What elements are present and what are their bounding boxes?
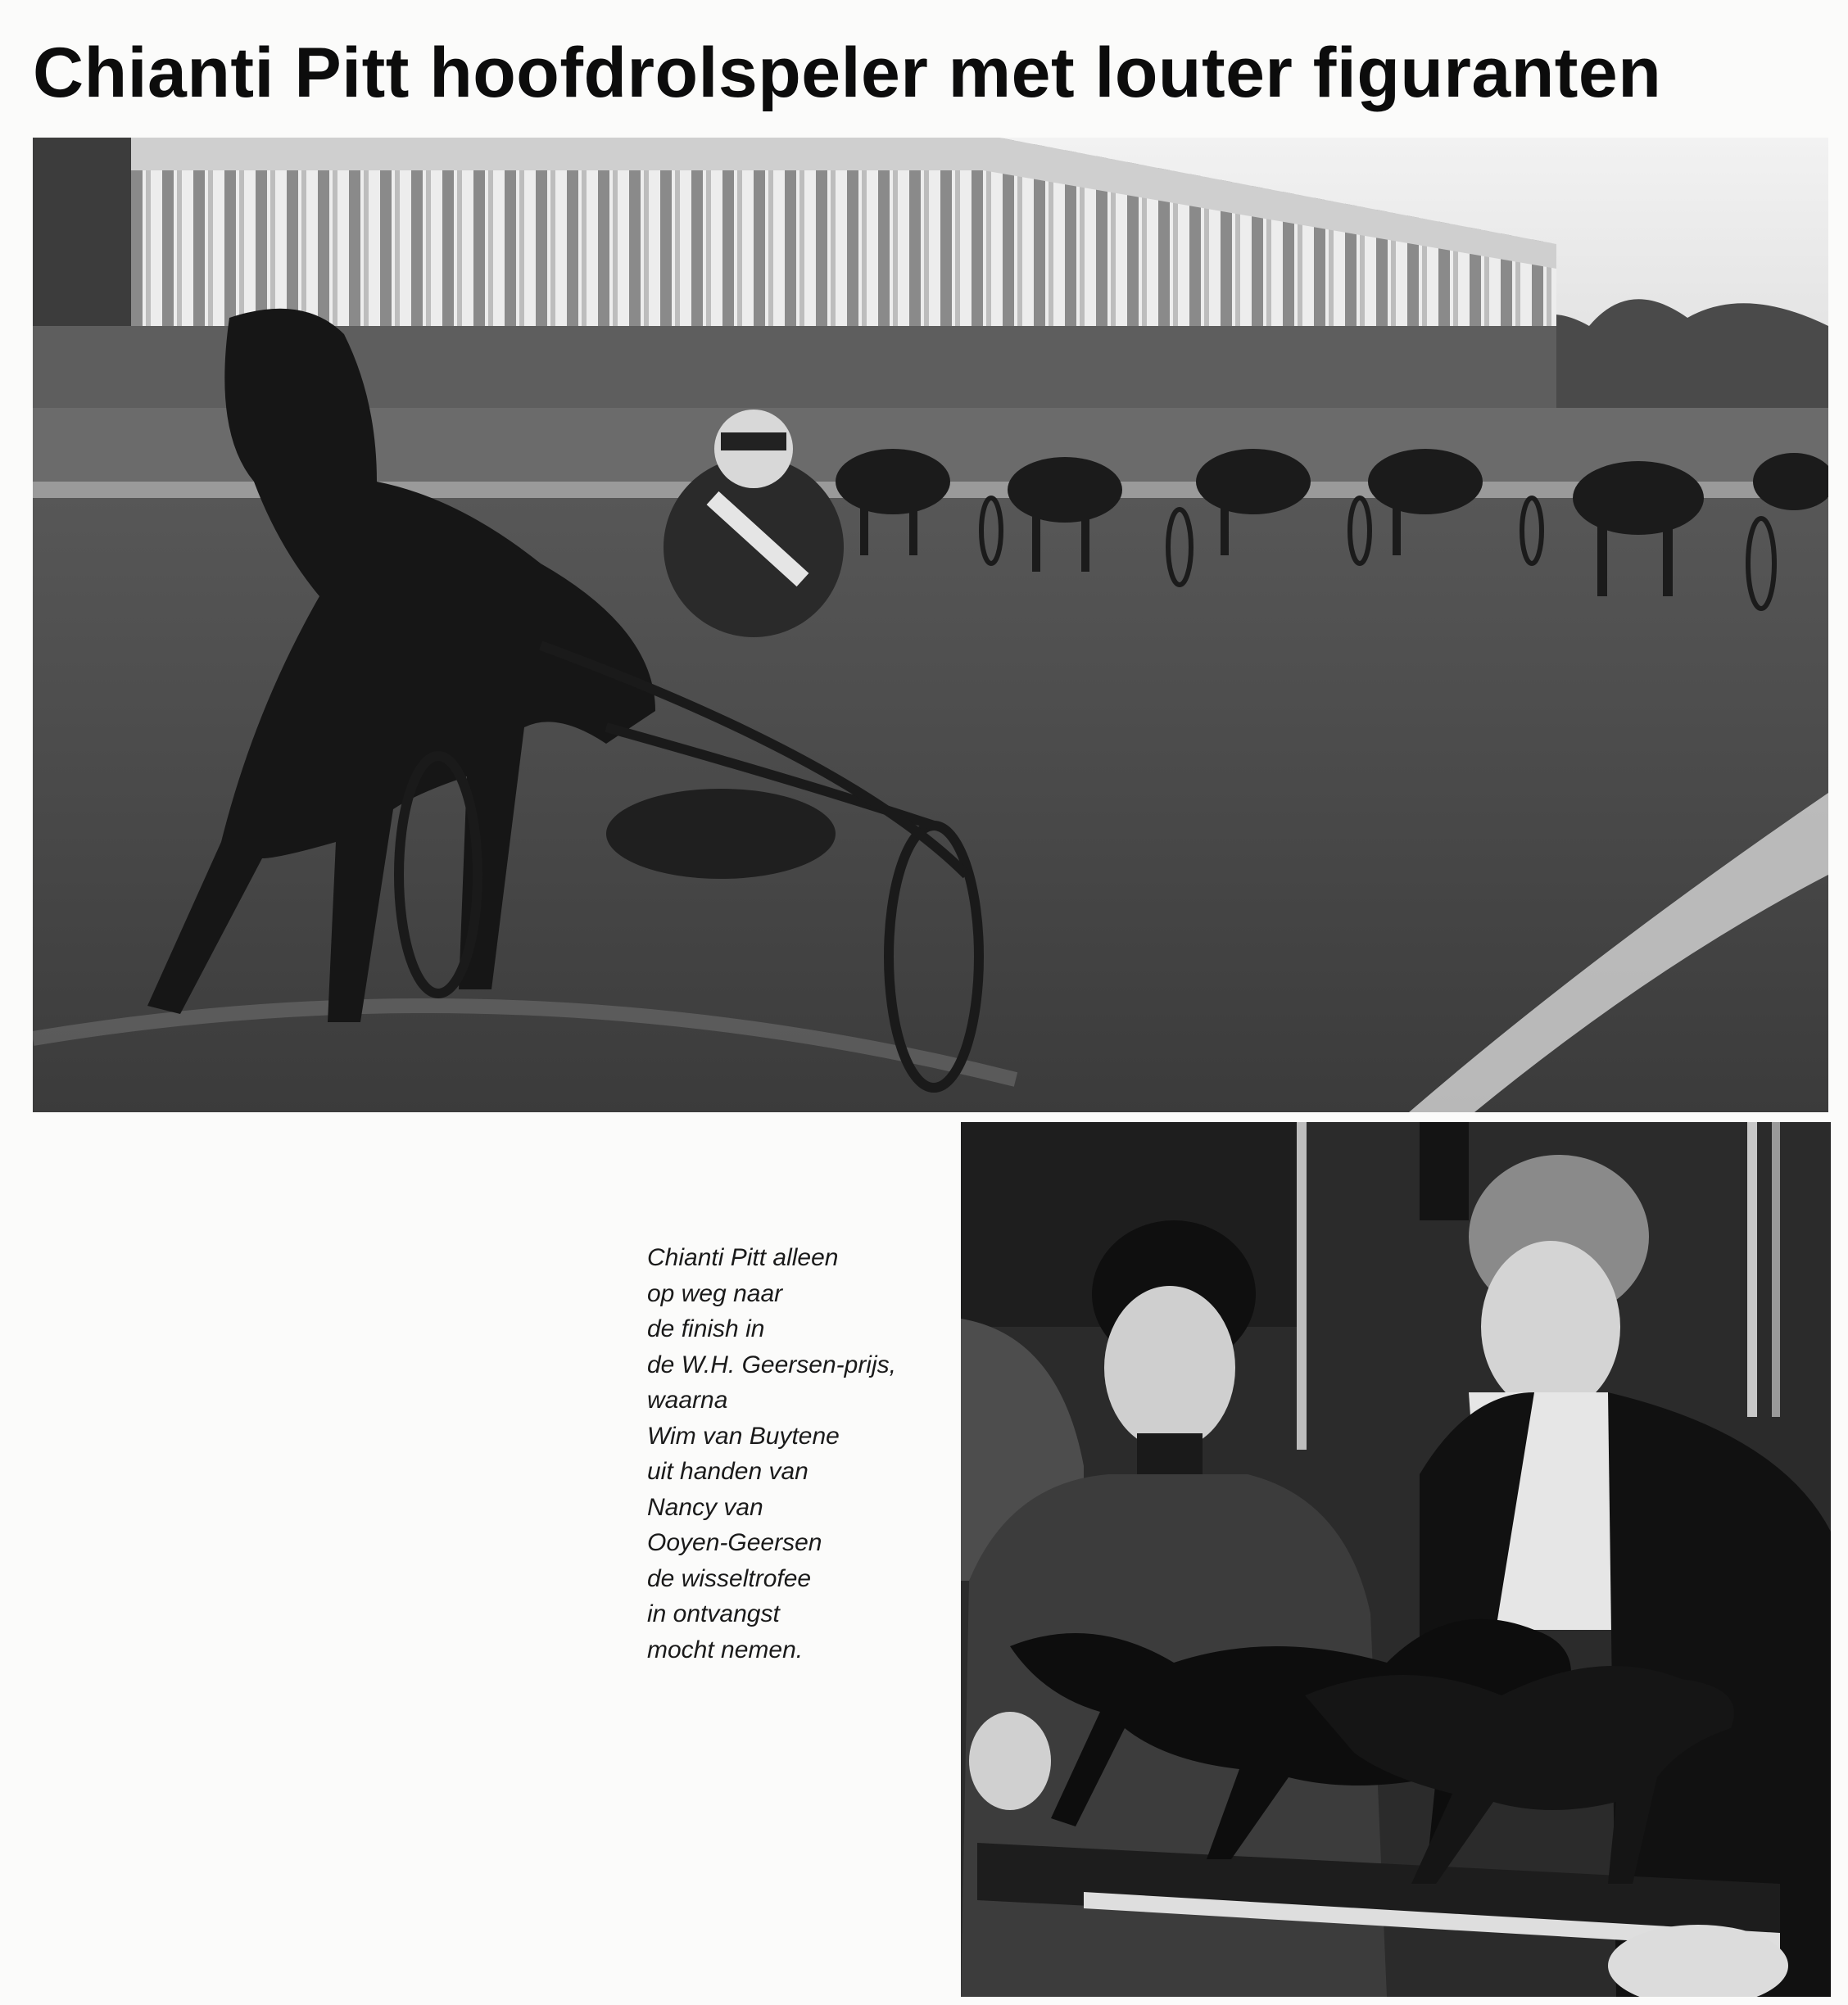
headline: Chianti Pitt hoofdrolspeler met louter figuranten [33, 34, 1662, 112]
caption-line: Nancy van [647, 1493, 763, 1521]
photo-caption [647, 1240, 942, 1668]
caption-line: waarna [647, 1387, 728, 1414]
trophy-photo [961, 1122, 1831, 1997]
caption-line: Ooyen-Geersen [647, 1529, 822, 1556]
caption-line: Chianti Pitt alleen [647, 1244, 839, 1271]
caption-line: mocht nemen. [647, 1636, 804, 1663]
caption-line: uit handen van [647, 1458, 808, 1485]
caption-line: Wim van Buytene [647, 1422, 840, 1450]
caption-line: de wisseltrofee [647, 1564, 812, 1592]
trophy-photo-illustration [961, 1122, 1831, 1997]
caption-line: de W.H. Geersen-prijs, [647, 1351, 896, 1378]
caption-line: in ontvangst [647, 1600, 780, 1627]
race-photo [33, 138, 1828, 1112]
caption-line: op weg naar [647, 1279, 783, 1307]
race-photo-illustration [33, 138, 1828, 1112]
caption-line: de finish in [647, 1315, 765, 1342]
